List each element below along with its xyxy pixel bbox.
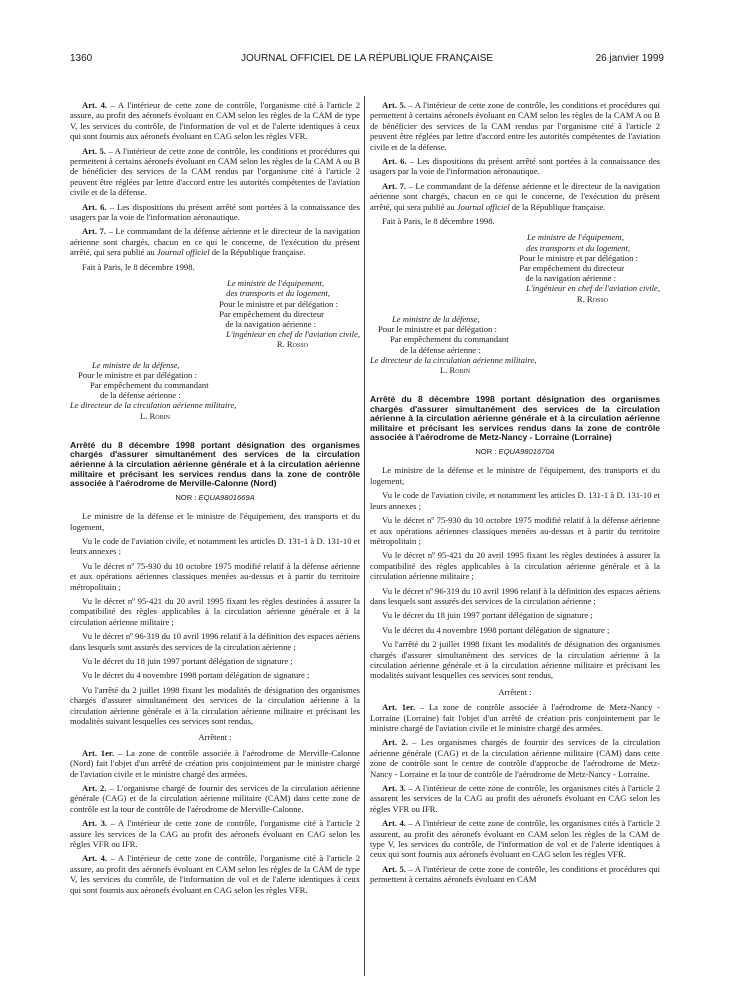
visa-5: Vu le décret du 18 juin 1997 portant délégation de signature ; (382, 610, 593, 621)
visa-6: Vu le décret du 4 novembre 1998 portant délégation de signature ; (82, 670, 310, 681)
signature-equipment: Le ministre de l'équipement, des transports et du logement, Pour le ministre et par délégation : Par empêchement du directeur de la navigation aérienne : L'ingénieur en chef de l'aviation civile, R. Rosso (519, 232, 660, 304)
signature-date: Fait à Paris, le 8 décembre 1998. (82, 261, 195, 272)
decree-title: Arrêté du 8 décembre 1998 portant désignation des organismes chargés d'assurer simultanément des services de la circulation aérienne à la circulation aérienne générale et à la circulation aérienne militaire et précisant les services rendus dans la zone de contrôle associée à l'aérodrome de Merville-Calonne (Nord) (70, 439, 360, 489)
visa-6: Vu le décret du 4 novembre 1998 portant délégation de signature ; (382, 624, 610, 635)
visa-2: Vu le décret nº 75-930 du 10 octobre 1975 modifié relatif à la défense aérienne et aux opérations aériennes classiques menées au-dessus et à partir du territoire métropolitain ; (370, 515, 660, 546)
nor-reference: NOR : EQUA9801670A (475, 447, 555, 457)
article-7: Art. 7. – Le commandant de la défense aérienne et le directeur de la navigation aérienne sont chargés, chacun en ce qui le concerne, de l'exécution du présent arrêté, qui sera publié au Journal officiel de la République française. (370, 180, 661, 212)
visa-3: Vu le décret nº 95-421 du 20 avril 1995 fixant les règles destinées à assurer la compatibilité des règles applicables à la circulation aérienne générale et à la circulation aérienne militaire ; (70, 595, 360, 627)
article-5: Art. 5. – A l'intérieur de cette zone de contrôle, les conditions et procédures qui permettent à certains aéronefs évoluant en CAM selon les règles de la CAM A ou B de bénéficier des services de la CAM rendus par l'organisme cité à l'article 2 peuvent être réglées par lettre d'accord entre les autorités compétentes de l'aviation civile et de la défense. (370, 100, 661, 152)
visa-4: Vu le décret nº 96-319 du 10 avril 1996 relatif à la définition des espaces aériens dans lesquels sont assurés des services de la circulation aérienne ; (370, 585, 660, 606)
article-7: Art. 7. – Le commandant de la défense aérienne et le directeur de la navigation aérienne sont chargés, chacun en ce qui le concerne, de l'exécution du présent arrêté, qui sera publié au Journal officiel de la République française. (70, 226, 361, 258)
article-1: Art. 1er. – La zone de contrôle associée à l'aérodrome de Merville-Calonne (Nord) fait l'objet d'un arrêté de création pris conjointement par le ministre chargé de l'aviation civile et le ministre chargé des armées. (70, 747, 360, 779)
preamble: Le ministre de la défense et le ministre de l'équipement, des transports et du logement, (370, 465, 660, 486)
visa-4: Vu le décret nº 96-319 du 10 avril 1996 relatif à la définition des espaces aériens dans lesquels sont assurés des services de la circulation aérienne ; (70, 631, 360, 652)
journal-title: JOURNAL OFFICIEL DE LA RÉPUBLIQUE FRANÇAISE (240, 53, 494, 64)
signature-defense: Le ministre de la défense, Pour le ministre et par délégation : Par empêchement du commandant de la défense aérienne : Le directeur de la circulation aérienne militaire, L. Robin (370, 313, 537, 375)
visa-1: Vu le code de l'aviation civile, et notamment les articles D. 131-1 à D. 131-10 et leurs annexes ; (370, 490, 660, 511)
article-4: Art. 4. – A l'intérieur de cette zone de contrôle, les organismes cités à l'article 2 assurent, au profit des aéronefs évoluant en CAM selon les règles de la CAM de type V, les services du contrôle, de l'information de vol et de l'alerte identiques à ceux qui sont fournis aux aéronefs évoluant en CAG selon les règles VFR. (370, 818, 660, 860)
visa-5: Vu le décret du 18 juin 1997 portant délégation de signature ; (82, 655, 293, 666)
issue-date: 26 janvier 1999 (595, 53, 664, 64)
decree-title: Arrêté du 8 décembre 1998 portant désignation des organismes chargés d'assurer simultanément des services de la circulation aérienne à la circulation aérienne générale et à la circulation aérienne militaire et précisant les services rendus dans la zone de contrôle associée à l'aérodrome de Metz-Nancy - Lorraine (Lorraine) (370, 394, 660, 443)
right-column (370, 100, 660, 889)
article-4: Art. 4. – A l'intérieur de cette zone de contrôle, l'organisme cité à l'article 2 assure, au profit des aéronefs évoluant en CAM selon les règles de la CAM de type V, les services du contrôle, de l'information de vol et de l'alerte identiques à ceux qui sont fournis aux aéronefs évoluant en CAG selon les règles VFR. (70, 853, 360, 895)
arretent-heading: Arrêtent : (198, 732, 232, 743)
visa-2: Vu le décret nº 75-930 du 10 octobre 1975 modifié relatif à la défense aérienne et aux opérations aériennes classiques menées au-dessus et à partir du territoire métropolitain ; (70, 560, 360, 592)
page-number: 1360 (70, 53, 93, 64)
article-3: Art. 3. – A l'intérieur de cette zone de contrôle, les organismes cités à l'article 2 assurent les services de la CAG au profit des aéronefs évoluant en CAG selon les règles VFR ou IFR. (370, 783, 660, 814)
article-4: Art. 4. – A l'intérieur de cette zone de contrôle, l'organisme cité à l'article 2 assure, au profit des aéronefs évoluant en CAM selon les règles de la CAM de type V, les services du contrôle, de l'information de vol et de l'alerte identiques à ceux qui sont fournis aux aéronefs évoluant en CAG selon les règles VFR. (70, 100, 360, 142)
article-6: Art. 6. – Les dispositions du présent arrêté sont portées à la connaissance des usagers par la voie de l'information aéronautique. (370, 156, 661, 177)
nor-reference: NOR : EQUA9801669A (175, 492, 255, 502)
arretent-heading: Arrêtent : (498, 686, 532, 697)
article-5: Art. 5. – A l'intérieur de cette zone de contrôle, les conditions et procédures qui permettent à certains aéronefs évoluant en CAM selon les règles de la CAM A ou B de bénéficier des services de la CAM rendus par l'organisme cité à l'article 2 peuvent être réglées par lettre d'accord entre les autorités compétentes de l'aviation civile et de la défense. (70, 145, 361, 198)
signature-defense: Le ministre de la défense, Pour le ministre et par délégation : Par empêchement du commandant de la défense aérienne : Le directeur de la circulation aérienne militaire, L. Robin (70, 359, 237, 421)
article-1: Art. 1er. – La zone de contrôle associée à l'aérodrome de Metz-Nancy - Lorraine (Lorraine) fait l'objet d'un arrêté de création pris conjointement par le ministre chargé de l'aviation civile et le ministre chargé des armées. (370, 702, 661, 734)
column-divider (364, 96, 365, 976)
visa-7: Vu l'arrêté du 2 juillet 1998 fixant les modalités de désignation des organismes chargés d'assurer simultanément des services de la circulation aérienne à la circulation aérienne générale et à la circulation aérienne militaire et précisant les modalités suivant lesquelles ces services sont rendus, (70, 684, 360, 727)
left-column (70, 100, 360, 899)
article-3: Art. 3. – A l'intérieur de cette zone de contrôle, l'organisme cité à l'article 2 assure les services de la CAG au profit des aéronefs évoluant en CAG selon les règles VFR ou IFR. (70, 818, 360, 850)
article-5-continued: Art. 5. – A l'intérieur de cette zone de contrôle, les conditions et procédures qui permettent à certains aéronefs évoluant en CAM (370, 863, 661, 885)
article-2: Art. 2. – L'organisme chargé de fournir des services de la circulation aérienne générale (CAG) et de la circulation aérienne militaire (CAM) dans cette zone de contrôle est la tour de contrôle de l'aérodrome de Merville-Calonne. (70, 783, 361, 814)
preamble: Le ministre de la défense et le ministre de l'équipement, des transports et du logement, (70, 511, 360, 532)
visa-1: Vu le code de l'aviation civile, et notamment les articles D. 131-1 à D. 131-10 et leurs annexes ; (70, 535, 360, 557)
signature-date: Fait à Paris, le 8 décembre 1998. (382, 216, 495, 227)
signature-equipment: Le ministre de l'équipement, des transports et du logement, Pour le ministre et par délégation : Par empêchement du directeur de la navigation aérienne : L'ingénieur en chef de l'aviation civile, R. Rosso (219, 278, 360, 350)
visa-7: Vu l'arrêté du 2 juillet 1998 fixant les modalités de désignation des organismes chargés d'assurer simultanément des services de la circulation aérienne à la circulation aérienne générale et à la circulation aérienne militaire et précisant les modalités suivant lesquelles ces services sont rendus, (370, 639, 660, 681)
page-header (70, 51, 664, 71)
visa-3: Vu le décret nº 95-421 du 20 avril 1995 fixant les règles destinées à assurer la compatibilité des règles applicables à la circulation aérienne générale et à la circulation aérienne militaire ; (370, 550, 660, 582)
article-2: Art. 2. – Les organismes chargés de fournir des services de la circulation aérienne générale (CAG) et de la circulation aérienne militaire (CAM) dans cette zone de contrôle sont le centre de contrôle d'approche de l'aérodrome de Metz-Nancy - Lorraine et la tour de contrôle de l'aérodrome de Metz-Nancy - Lorraine. (370, 737, 660, 779)
article-6: Art. 6. – Les dispositions du présent arrêté sont portées à la connaissance des usagers par la voie de l'information aéronautique. (70, 201, 361, 223)
